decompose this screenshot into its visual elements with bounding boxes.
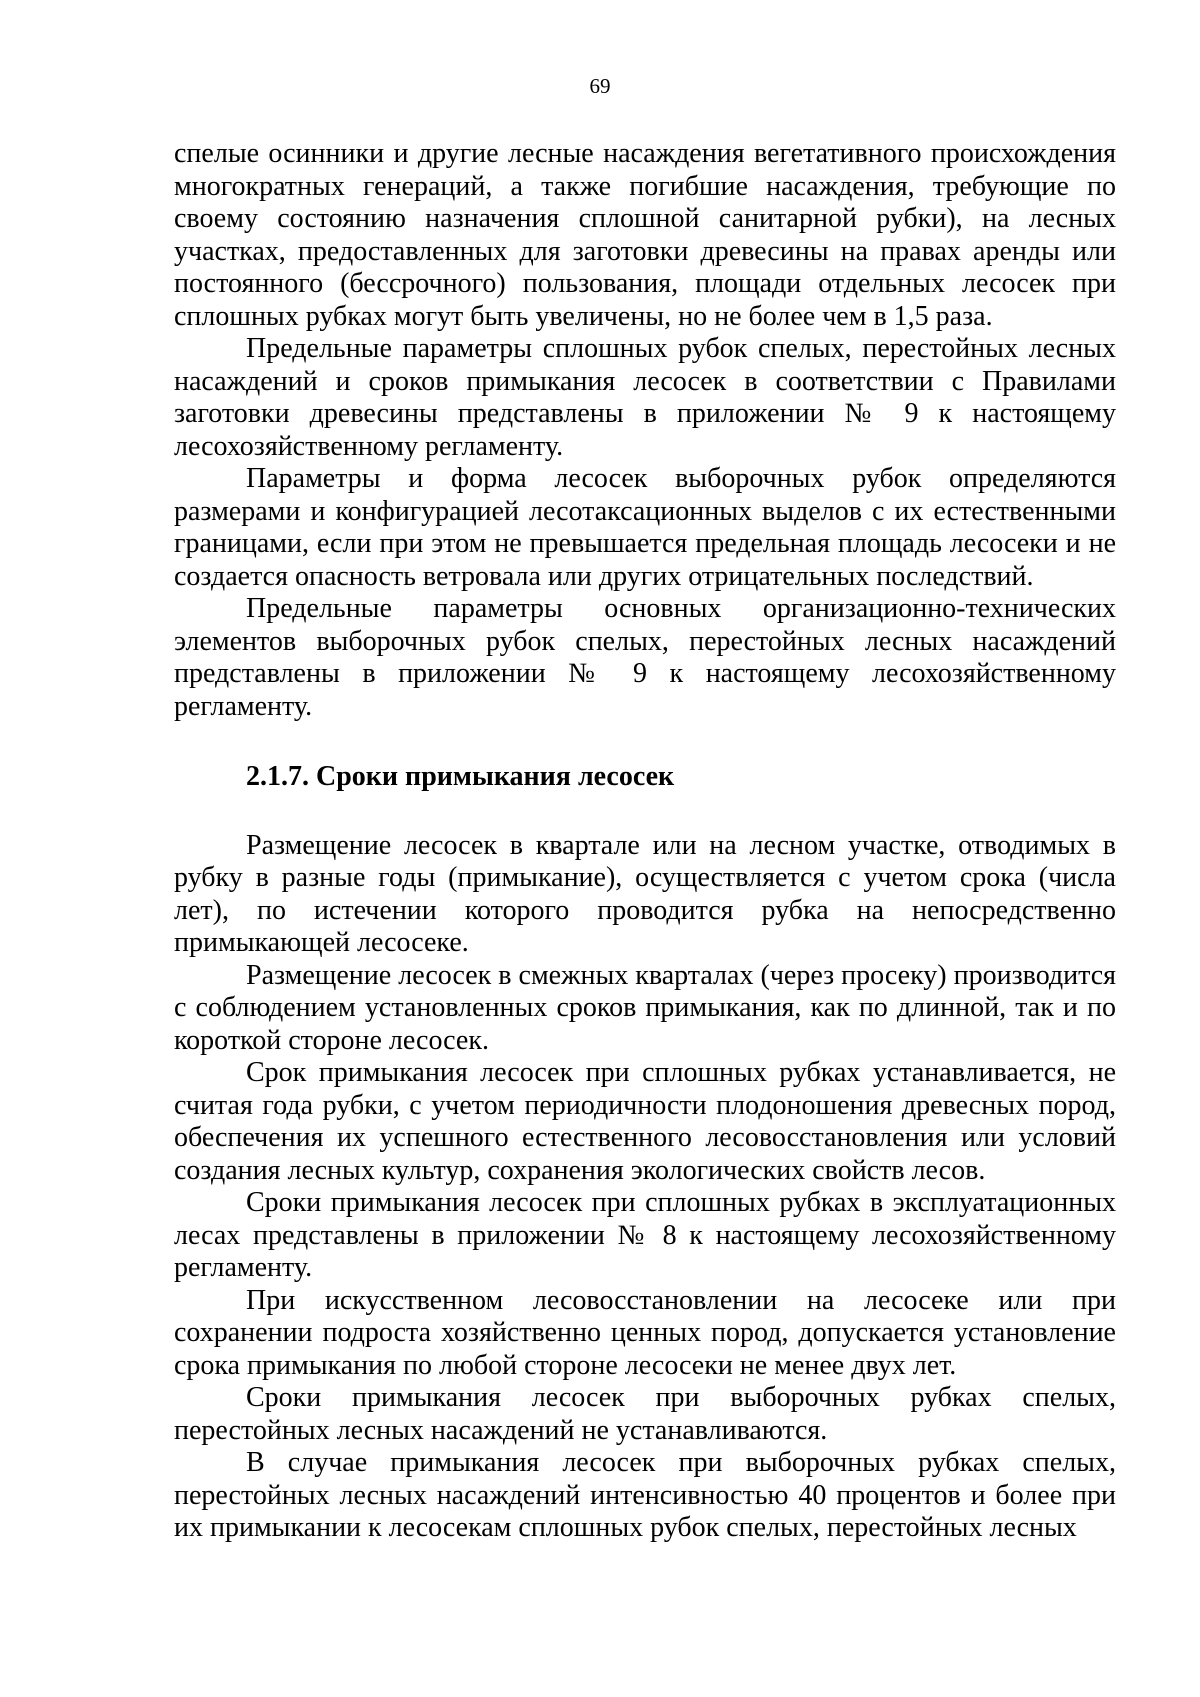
page-number: 69 [589, 74, 611, 98]
paragraph: Размещение лесосек в квартале или на лесном участке, отводимых в рубку в разные годы (примыкание), осуществляется с учетом срока (числа лет), по истечении которого проводится рубка на непосредственно примыкающей лесосеке. [174, 829, 1116, 958]
section-heading: 2.1.7. Сроки примыкания лесосек [246, 761, 675, 792]
page-content [174, 138, 1116, 1545]
paragraph-continuation: спелые осинники и другие лесные насаждения вегетативного происхождения многократных генераций, а также погибшие насаждения, требующие по своему состоянию назначения сплошной санитарной рубки), на лесных участках, предоставленных для заготовки древесины на правах аренды или постоянного (бессрочного) пользования, площади отдельных лесосек при сплошных рубках могут быть увеличены, но не более чем в 1,5 раза. [174, 138, 1116, 332]
paragraph: Сроки примыкания лесосек при выборочных рубках спелых, перестойных лесных насаждений не устанавливаются. [174, 1382, 1116, 1446]
paragraph: Предельные параметры основных организационно-технических элементов выборочных рубок спелых, перестойных лесных насаждений представлены в приложении № 9 к настоящему лесохозяйственному регламенту. [174, 593, 1116, 722]
paragraph: При искусственном лесовосстановлении на лесосеке или при сохранении подроста хозяйственно ценных пород, допускается установление срока примыкания по любой стороне лесосеки не менее двух лет. [174, 1284, 1116, 1381]
paragraph: Предельные параметры сплошных рубок спелых, перестойных лесных насаждений и сроков примыкания лесосек в соответствии с Правилами заготовки древесины представлены в приложении № 9 к настоящему лесохозяйственному регламенту. [174, 333, 1116, 462]
paragraph: Сроки примыкания лесосек при сплошных рубках в эксплуатационных лесах представлены в приложении № 8 к настоящему лесохозяйственному регламенту. [174, 1187, 1116, 1283]
paragraph: Срок примыкания лесосек при сплошных рубках устанавливается, не считая года рубки, с учетом периодичности плодоношения древесных пород, обеспечения их успешного естественного лесовосстановления или условий создания лесных культур, сохранения экологических свойств лесов. [174, 1057, 1116, 1186]
paragraph: В случае примыкания лесосек при выборочных рубках спелых, перестойных лесных насаждений интенсивностью 40 процентов и более при их примыкании к лесосекам сплошных рубок спелых, перестойных лесных [174, 1447, 1116, 1543]
paragraph: Размещение лесосек в смежных кварталах (через просеку) производится с соблюдением установленных сроков примыкания, как по длинной, так и по короткой стороне лесосек. [174, 959, 1116, 1056]
paragraph: Параметры и форма лесосек выборочных рубок определяются размерами и конфигурацией лесотаксационных выделов с их естественными границами, если при этом не превышается предельная площадь лесосеки и не создается опасность ветровала или других отрицательных последствий. [174, 463, 1116, 592]
